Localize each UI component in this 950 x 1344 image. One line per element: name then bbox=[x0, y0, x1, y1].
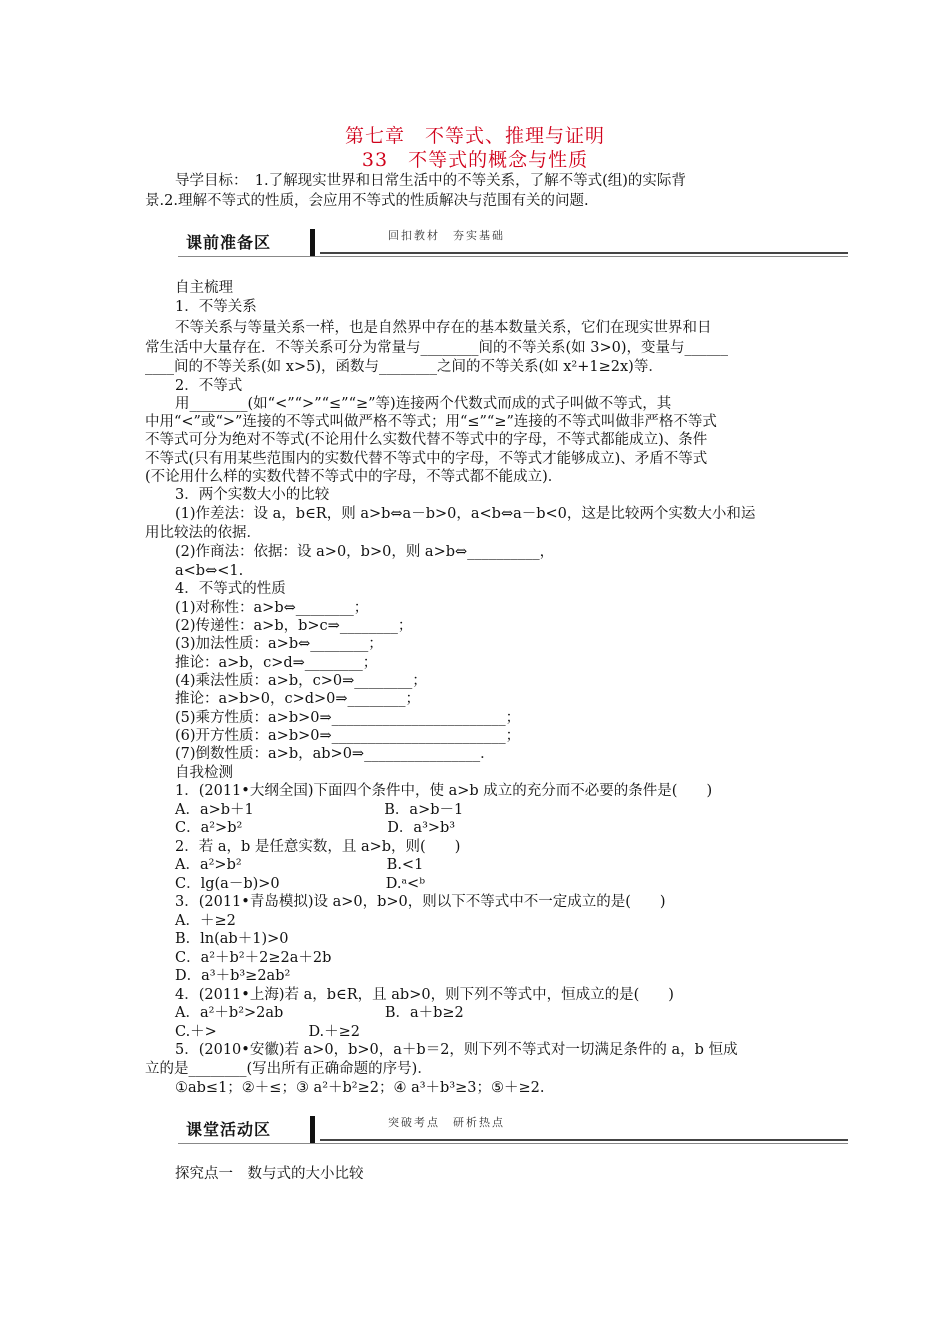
property-line: (3)加法性质：a>b⇔________； bbox=[175, 636, 383, 652]
section-subtitle: 突破考点 研析热点 bbox=[388, 1116, 505, 1129]
section-header-prep bbox=[178, 228, 848, 258]
goal-line: 导学目标： 1.了解现实世界和日常生活中的不等关系，了解不等式(组)的实际背 bbox=[175, 173, 686, 189]
section-rule bbox=[320, 1139, 848, 1141]
question-line: 4．(2011•上海)若 a，b∈R，且 ab>0，则下列不等式中，恒成立的是( ) bbox=[175, 987, 674, 1003]
option-line: B．ln(ab＋1)>0 bbox=[175, 931, 289, 947]
question-line: 5．(2010•安徽)若 a>0，b>0，a＋b＝2，则下列不等式对一切满足条件的 a，b 恒成 bbox=[175, 1042, 738, 1058]
option-line: A．a>b＋1 B．a>b－1 bbox=[175, 802, 464, 818]
option-line: ①ab≤1；②＋≤；③ a²＋b²≥2；④ a³＋b³≥3；⑤＋≥2. bbox=[175, 1080, 545, 1096]
option-line: D．a³＋b³≥2ab² bbox=[175, 968, 291, 984]
subheading: 1．不等关系 bbox=[175, 299, 257, 315]
option-line: A．a²>b² B.<1 bbox=[175, 857, 424, 873]
lesson-title: 33 不等式的概念与性质 bbox=[361, 149, 589, 171]
goal-line: 景.2.理解不等式的性质，会应用不等式的性质解决与范围有关的问题. bbox=[145, 193, 589, 209]
question-line: 2．若 a，b 是任意实数，且 a>b，则( ) bbox=[175, 839, 461, 855]
option-line: C．a²＋b²＋2≥2a＋2b bbox=[175, 950, 332, 966]
option-line: C．lg(a－b)>0 D.ᵃ<ᵇ bbox=[175, 876, 425, 892]
section-subtitle: 回扣教材 夯实基础 bbox=[388, 229, 505, 242]
explore-heading: 探究点一 数与式的大小比较 bbox=[175, 1166, 364, 1182]
heading: 自我检测 bbox=[175, 765, 233, 781]
paragraph-line: 不等式(只有用某些范围内的实数代替不等式中的字母，不等式才能够成立)、矛盾不等式 bbox=[145, 451, 708, 467]
section-underline bbox=[178, 1143, 848, 1144]
option-line: C．a²>b² D．a³>b³ bbox=[175, 820, 456, 836]
paragraph-line: (不论用什么样的实数代替不等式中的字母，不等式都不能成立)． bbox=[145, 469, 563, 485]
section-divider bbox=[310, 1116, 315, 1143]
option-line: C.＋> D.＋≥2 bbox=[175, 1024, 361, 1040]
question-line: 立的是________(写出所有正确命题的序号)． bbox=[145, 1061, 432, 1077]
paragraph-line: (1)作差法：设 a，b∈R，则 a>b⇔a－b>0，a<b⇔a－b<0，这是比较两个实数大小和运 bbox=[175, 506, 756, 522]
property-line: (1)对称性：a>b⇔________； bbox=[175, 600, 369, 616]
paragraph-line: 用________(如“<”“>”“≤”“≥”等)连接两个代数式而成的式子叫做不等式，其 bbox=[175, 396, 672, 412]
property-line: (4)乘法性质：a>b，c>0⇒________； bbox=[175, 673, 427, 689]
question-line: 1．(2011•大纲全国)下面四个条件中，使 a>b 成立的充分而不必要的条件是( ) bbox=[175, 783, 713, 799]
chapter-title: 第七章 不等式、推理与证明 bbox=[344, 125, 605, 147]
section-rule bbox=[320, 252, 848, 254]
section-divider bbox=[310, 229, 315, 256]
option-line: A．a²＋b²>2ab B．a＋b≥2 bbox=[175, 1005, 464, 1021]
property-line: 推论：a>b>0，c>d>0⇒________； bbox=[175, 691, 421, 707]
paragraph-line: a<b⇔<1. bbox=[175, 563, 244, 579]
heading: 自主梳理 bbox=[175, 280, 233, 296]
property-line: (2)传递性：a>b，b>c⇒________； bbox=[175, 618, 413, 634]
paragraph-line: 用比较法的依据． bbox=[145, 525, 261, 541]
section-tag: 课堂活动区 bbox=[186, 1120, 272, 1139]
paragraph-line: 不等式可分为绝对不等式(不论用什么实数代替不等式中的字母，不等式都能成立)、条件 bbox=[145, 432, 708, 448]
question-line: 3．(2011•青岛模拟)设 a>0，b>0，则以下不等式中不一定成立的是( ) bbox=[175, 894, 666, 910]
subheading: 2．不等式 bbox=[175, 378, 243, 394]
paragraph-line: 中用“<”或“>”连接的不等式叫做严格不等式；用“≤”“≥”连接的不等式叫做非严格不等式 bbox=[145, 414, 717, 430]
paragraph-line: 不等关系与等量关系一样，也是自然界中存在的基本数量关系，它们在现实世界和日 bbox=[175, 320, 712, 336]
subheading: 3．两个实数大小的比较 bbox=[175, 487, 330, 503]
paragraph-line: ____间的不等关系(如 x>5)，函数与________之间的不等关系(如 x²+1≥2x)等． bbox=[145, 359, 663, 375]
section-header-class bbox=[178, 1115, 848, 1145]
property-line: (5)乘方性质：a>b>0⇒________________________； bbox=[175, 710, 521, 726]
subheading: 4．不等式的性质 bbox=[175, 581, 286, 597]
section-underline bbox=[178, 256, 848, 257]
section-tag: 课前准备区 bbox=[186, 233, 272, 252]
property-line: (7)倒数性质：a>b，ab>0⇒________________． bbox=[175, 746, 495, 762]
paragraph-line: 常生活中大量存在．不等关系可分为常量与________间的不等关系(如 3>0)，变量与______ bbox=[145, 340, 729, 356]
paragraph-line: (2)作商法：依据：设 a>0，b>0，则 a>b⇔__________， bbox=[175, 544, 555, 560]
property-line: 推论：a>b，c>d⇒________； bbox=[175, 655, 378, 671]
option-line: A．＋≥2 bbox=[175, 913, 236, 929]
property-line: (6)开方性质：a>b>0⇒________________________； bbox=[175, 728, 521, 744]
